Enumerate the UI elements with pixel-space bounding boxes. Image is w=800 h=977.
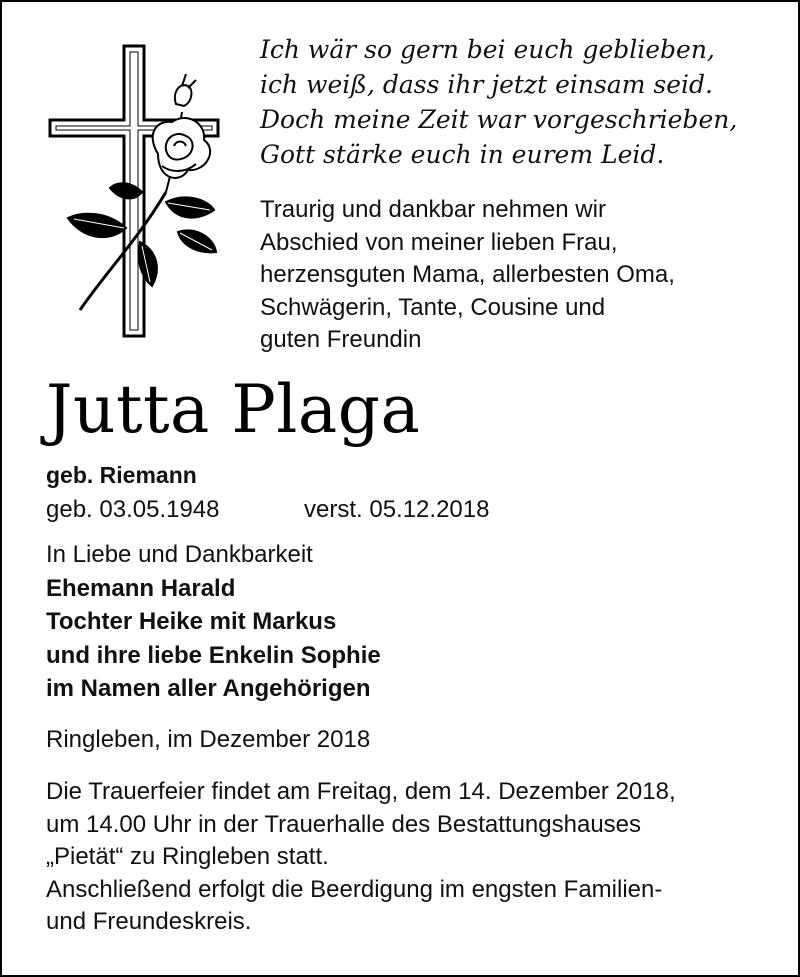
birth-date: geb. 03.05.1948 <box>46 496 220 523</box>
intro-line: guten Freundin <box>260 326 422 353</box>
life-dates <box>46 494 746 526</box>
funeral-details <box>46 776 786 939</box>
funeral-line: und Freundeskreis. <box>46 908 252 935</box>
place-and-date: Ringleben, im Dezember 2018 <box>46 726 371 753</box>
poem-line: Doch meine Zeit war vorgeschrieben, <box>260 105 738 134</box>
family-member: im Namen aller Angehörigen <box>46 675 371 702</box>
poem-line: Ich wär so gern bei euch geblieben, <box>260 35 715 64</box>
poem <box>260 32 780 172</box>
family-lead: In Liebe und Dankbarkeit <box>46 541 313 568</box>
intro-line: Abschied von meiner lieben Frau, <box>260 228 618 256</box>
poem-line: Gott stärke euch in eurem Leid. <box>260 140 665 169</box>
farewell-intro <box>260 194 780 357</box>
funeral-line: Die Trauerfeier findet am Freitag, dem 14. Dezember 2018, <box>46 778 676 805</box>
death-date: verst. 05.12.2018 <box>304 496 490 523</box>
family-member: Tochter Heike mit Markus <box>46 608 337 635</box>
family-signatures <box>46 538 766 706</box>
funeral-line: „Pietät“ zu Ringleben statt. <box>46 843 329 870</box>
intro-line: herzensguten Mama, allerbesten Oma, <box>260 261 675 288</box>
cross-with-rose-icon <box>46 42 226 342</box>
poem-line: ich weiß, dass ihr jetzt einsam seid. <box>260 70 713 99</box>
funeral-line: Anschließend erfolgt die Beerdigung im engsten Familien- <box>46 875 663 903</box>
maiden-name: geb. Riemann <box>46 462 197 488</box>
intro-line: Traurig und dankbar nehmen wir <box>260 196 606 223</box>
family-member: Ehemann Harald <box>46 574 236 602</box>
deceased-name: Jutta Plaga <box>46 371 421 448</box>
funeral-line: um 14.00 Uhr in der Trauerhalle des Bestattungshauses <box>46 810 642 838</box>
intro-line: Schwägerin, Tante, Cousine und <box>260 293 606 321</box>
family-member: und ihre liebe Enkelin Sophie <box>46 641 381 669</box>
